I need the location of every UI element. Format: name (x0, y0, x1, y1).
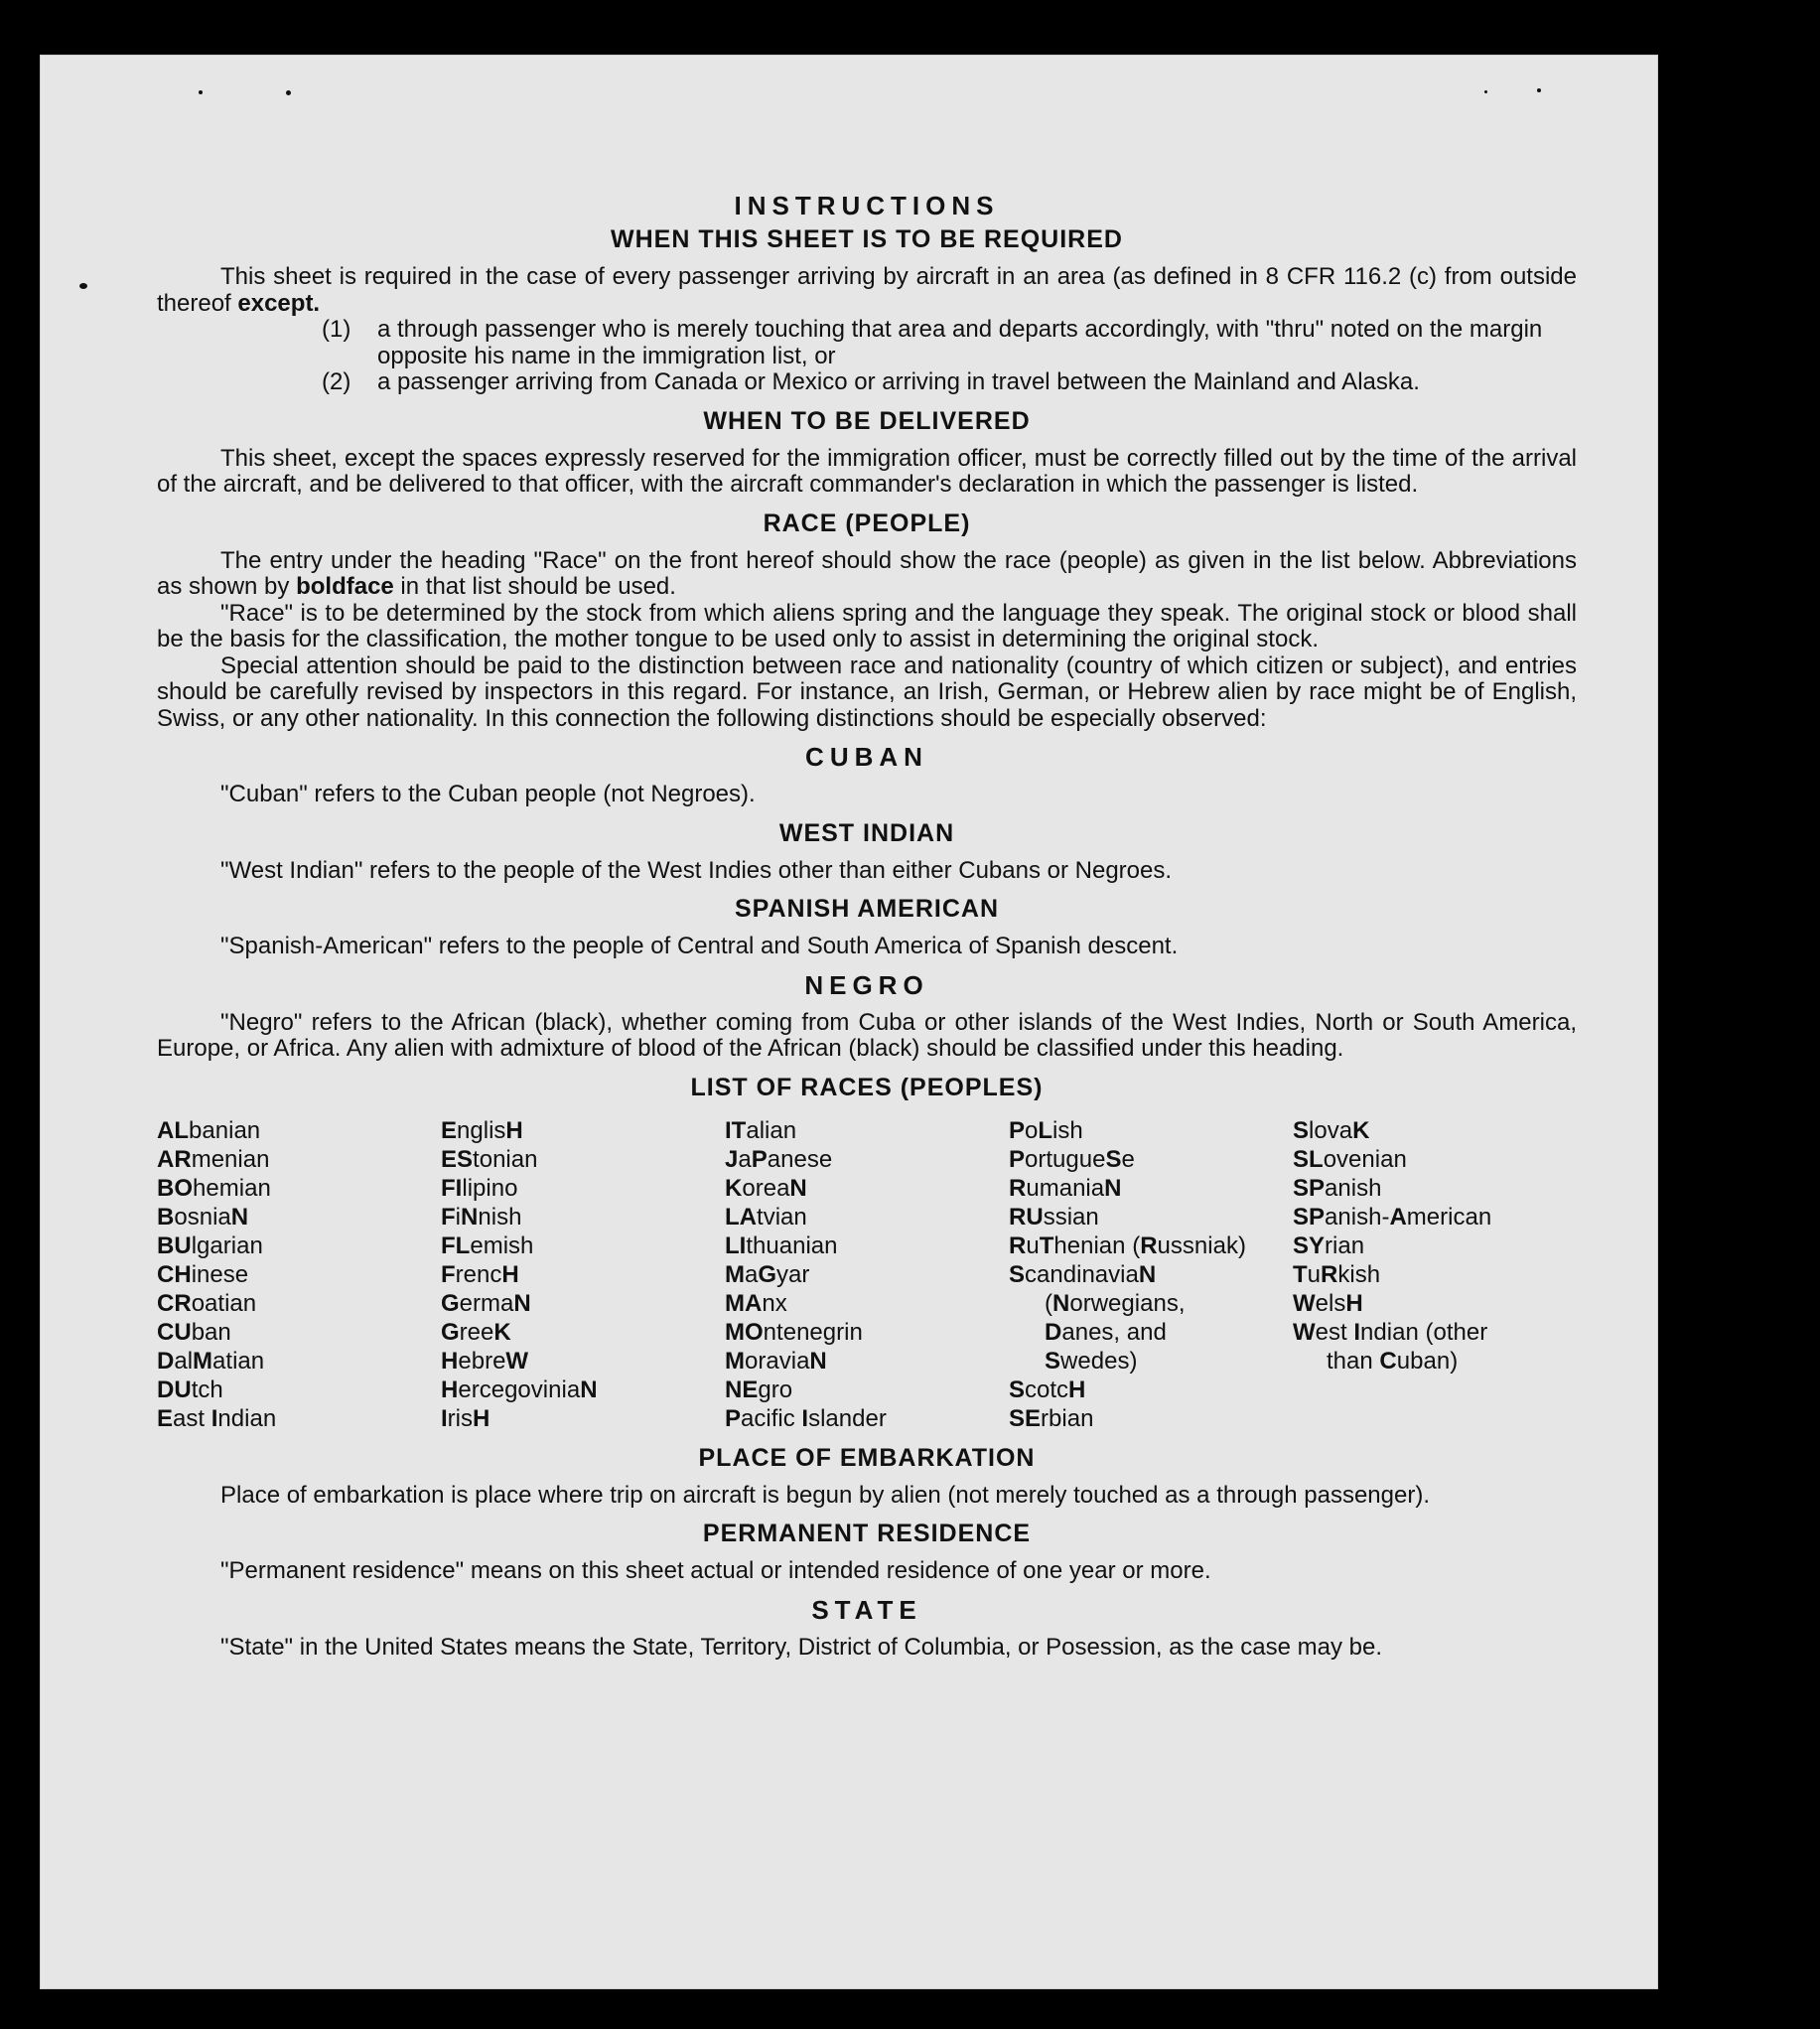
race-entry: FrencH (441, 1260, 519, 1288)
residence-text: "Permanent residence" means on this sheet actual or intended residence of one year or more. (220, 1557, 1211, 1584)
race-entry: Danes, and (1045, 1318, 1167, 1346)
ink-speck (199, 90, 203, 94)
section-heading-list-of-races: LIST OF RACES (PEOPLES) (690, 1073, 1044, 1101)
race-entry: CHinese (157, 1260, 249, 1288)
races-column (725, 1116, 1009, 1433)
section-heading-cuban: CUBAN (805, 742, 928, 772)
race-entry: SErbian (1009, 1404, 1094, 1432)
required-item-text: a passenger arriving from Canada or Mexico or arriving in travel between the Mainland and Alaska. (377, 368, 1420, 395)
required-item-number: (1) (322, 316, 351, 343)
race-entry: DalMatian (157, 1347, 265, 1375)
race-entry: EnglisH (441, 1116, 523, 1144)
race-entry: HercegoviniaN (441, 1376, 598, 1403)
race-entry: RUssian (1009, 1203, 1099, 1231)
race-entry: JaPanese (725, 1145, 833, 1173)
race-entry: Pacific Islander (725, 1404, 887, 1432)
race-entry: ScandinaviaN (1009, 1260, 1157, 1288)
section-heading-delivered: WHEN TO BE DELIVERED (703, 406, 1031, 435)
race-entry: Swedes) (1045, 1347, 1138, 1375)
race-entry: TuRkish (1293, 1260, 1381, 1288)
race-paragraph-1-c: in that list should be used. (393, 573, 676, 600)
race-entry: SlovaK (1293, 1116, 1370, 1144)
document-sheet (40, 55, 1658, 1989)
race-entry: BosniaN (157, 1203, 249, 1231)
race-paragraph-2: "Race" is to be determined by the stock from which aliens spring and the language they speak. The original stock or blood shall be the basis for the classification, the mother tongue to be used only to assist in determining the original stock. (157, 599, 1577, 652)
section-heading-embarkation: PLACE OF EMBARKATION (698, 1443, 1036, 1472)
section-heading-race: RACE (PEOPLE) (763, 508, 971, 537)
race-entry: HebreW (441, 1347, 529, 1375)
race-entry: (Norwegians, (1045, 1289, 1186, 1317)
race-entry: FiNnish (441, 1203, 522, 1231)
race-entry: IrisH (441, 1404, 490, 1432)
ink-speck (1537, 88, 1541, 92)
required-item-number: (2) (322, 368, 351, 395)
race-entry: WelsH (1293, 1289, 1363, 1317)
race-entry: PoLish (1009, 1116, 1083, 1144)
race-entry: ITalian (725, 1116, 797, 1144)
races-column (1009, 1116, 1293, 1433)
race-entry: East Indian (157, 1404, 277, 1432)
race-entry: ARmenian (157, 1145, 270, 1173)
race-entry: RumaniaN (1009, 1174, 1122, 1202)
race-entry: FIlipino (441, 1174, 518, 1202)
required-intro-except: except. (237, 289, 321, 317)
race-entry: BUlgarian (157, 1232, 263, 1259)
race-entry: West Indian (other (1293, 1318, 1488, 1346)
race-entry: ScotcH (1009, 1376, 1086, 1403)
section-heading-residence: PERMANENT RESIDENCE (702, 1520, 1032, 1547)
required-intro-text: This sheet is required in the case of every passenger arriving by aircraft in an area (as defined in 8 CFR 116.2 (c) from outside thereof (157, 263, 1577, 317)
race-paragraph-3: Special attention should be paid to the distinction between race and nationality (country of which citizen or subject), and entries should be carefully revised by inspectors in this regard. For instance, an Irish, German, or Hebrew alien by race might be of English, Swiss, or any other nationality. In this connection the following distinctions should be especially observed: (157, 652, 1577, 732)
race-entry: DUtch (157, 1376, 223, 1403)
race-entry: ALbanian (157, 1116, 261, 1144)
race-entry: PortugueSe (1009, 1145, 1135, 1173)
race-entry: CUban (157, 1318, 231, 1346)
race-entry: LAtvian (725, 1203, 807, 1231)
required-intro (157, 264, 1577, 317)
race-entry: EStonian (441, 1145, 538, 1173)
race-entry: MOntenegrin (725, 1318, 863, 1346)
race-entry: GermaN (441, 1289, 531, 1317)
embarkation-text: Place of embarkation is place where trip on aircraft is begun by alien (not merely touched as a through passenger). (220, 1481, 1430, 1509)
spanish-american-text: "Spanish-American" refers to the people of Central and South America of Spanish descent. (220, 933, 1179, 959)
race-entry: LIthuanian (725, 1232, 838, 1259)
instructions-content (157, 189, 1577, 1661)
race-entry: RuThenian (Russniak) (1009, 1232, 1246, 1259)
race-entry: MaGyar (725, 1260, 810, 1288)
race-paragraph-1-a: The entry under the heading "Race" on the front hereof should show the race (people) as given in the list below. Abbreviations as shown by (157, 546, 1577, 600)
delivered-text: This sheet, except the spaces expressly reserved for the immigration officer, must be correctly filled out by the time of the arrival of the aircraft, and be delivered to that officer, with the aircraft commander's declaration in which the passenger is listed. (157, 444, 1577, 498)
race-boldface-word: boldface (296, 573, 394, 600)
required-item (157, 369, 1577, 396)
section-heading-negro: NEGRO (804, 969, 929, 1000)
race-entry: SPanish (1293, 1174, 1382, 1202)
negro-text: "Negro" refers to the African (black), whether coming from Cuba or other islands of the West Indies, North or South America, Europe, or Africa. Any alien with admixture of blood of the African (black) should be classified under this heading. (157, 1008, 1577, 1062)
cuban-text: "Cuban" refers to the Cuban people (not Negroes). (220, 781, 756, 807)
race-entry: than Cuban) (1327, 1347, 1459, 1375)
section-heading-state: STATE (811, 1594, 922, 1625)
ink-speck (1484, 90, 1487, 93)
race-entry: FLemish (441, 1232, 534, 1259)
race-entry: NEgro (725, 1376, 793, 1403)
race-paragraph-1 (157, 548, 1577, 601)
races-column (441, 1116, 725, 1433)
ink-speck (286, 90, 291, 95)
section-heading-required: WHEN THIS SHEET IS TO BE REQUIRED (611, 225, 1123, 253)
race-entry: GreeK (441, 1318, 511, 1346)
race-entry: SYrian (1293, 1232, 1365, 1259)
race-entry: MAnx (725, 1289, 787, 1317)
section-heading-spanish-american: SPANISH AMERICAN (734, 895, 999, 923)
races-list (157, 1116, 1577, 1433)
page-title: INSTRUCTIONS (734, 191, 1000, 220)
race-entry: CRoatian (157, 1289, 257, 1317)
race-entry: BOhemian (157, 1174, 271, 1202)
race-entry: MoraviaN (725, 1347, 827, 1375)
west-indian-text: "West Indian" refers to the people of the West Indies other than either Cubans or Negroes. (220, 856, 1173, 884)
required-item-text: a through passenger who is merely touching that area and departs accordingly, with "thru" noted on the margin opposite his name in the immigration list, or (377, 316, 1543, 369)
section-heading-west-indian: WEST INDIAN (778, 818, 955, 847)
races-column (157, 1116, 441, 1433)
race-entry: SPanish-American (1293, 1203, 1492, 1231)
race-entry: SLovenian (1293, 1145, 1407, 1173)
ink-speck (79, 283, 87, 289)
race-entry: KoreaN (725, 1174, 807, 1202)
races-column (1293, 1116, 1577, 1433)
state-text: "State" in the United States means the State, Territory, District of Columbia, or Posession, as the case may be. (220, 1633, 1383, 1661)
required-item (157, 317, 1577, 369)
